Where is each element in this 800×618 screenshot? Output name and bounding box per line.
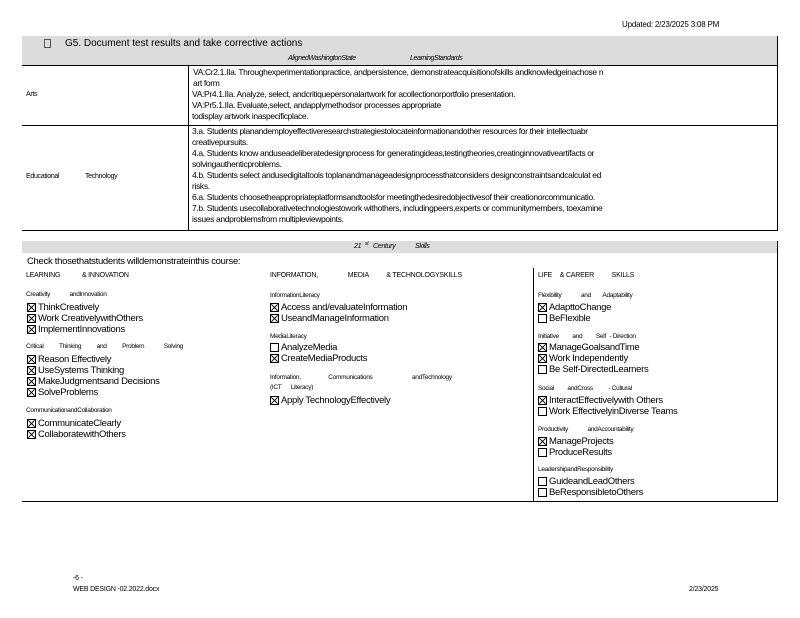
- checkbox-checked[interactable]: [538, 303, 547, 312]
- group-items-social: [538, 395, 678, 417]
- table-divider: [188, 65, 189, 230]
- group-items-productivity: [538, 436, 613, 458]
- goal-checkbox[interactable]: [44, 39, 51, 48]
- group-title-creativity: Creativity andInnovation: [26, 291, 107, 298]
- group-title-initiative: Initiative and Self - Direction: [538, 333, 636, 340]
- group-title-leadership: LeadershipandResponsibility: [538, 466, 614, 473]
- table-rule: [22, 230, 778, 231]
- table-border-right: [777, 36, 778, 230]
- checkbox-item[interactable]: BeFlexible: [538, 313, 611, 324]
- checkbox-checked[interactable]: [27, 388, 36, 397]
- checkbox-unchecked[interactable]: [538, 314, 547, 323]
- checkbox-item[interactable]: ProduceResults: [538, 447, 613, 458]
- footer-filename: WEB DESIGN -02.2022.docx: [73, 586, 160, 593]
- skills-header-skills: Skills: [415, 243, 430, 250]
- group-title-critical-thinking: Critical Thinking and Problem Solving: [26, 343, 183, 350]
- checkbox-checked[interactable]: [27, 419, 36, 428]
- checkbox-item[interactable]: Work EffectivelyinDiverse Teams: [538, 406, 678, 417]
- checkbox-item[interactable]: ThinkCreatively: [27, 302, 143, 313]
- checkbox-item[interactable]: CollaboratewithOthers: [27, 429, 126, 440]
- standard-line: 4.a. Students know anduseadeliberatedesignprocess for generatingideas,testingtheories,creatinginnovativeartifacts or: [192, 148, 595, 158]
- group-items-flexibility: [538, 302, 611, 324]
- checkbox-item[interactable]: ImplementInnovations: [27, 324, 143, 335]
- group-title-communication: CommunicationandCollaboration: [26, 407, 112, 414]
- group-items-creativity: [27, 302, 143, 335]
- group-title-information-literacy: InformationLiteracy: [270, 292, 320, 299]
- checkbox-checked[interactable]: [27, 325, 36, 334]
- checkbox-item[interactable]: AnalyzeMedia: [270, 342, 367, 353]
- standard-line: VA:Pr4.1.IIa. Analyze, select, andcritiquepersonalartwork for acollectionorportfolio presentation.: [192, 89, 516, 99]
- checkbox-unchecked[interactable]: [538, 448, 547, 457]
- updated-timestamp: Updated: 2/23/2025 3:08 PM: [622, 20, 720, 29]
- checkbox-checked[interactable]: [27, 303, 36, 312]
- checkbox-item[interactable]: MakeJudgmentsand Decisions: [27, 376, 160, 387]
- checkbox-checked[interactable]: [538, 354, 547, 363]
- skills-divider: [533, 268, 534, 502]
- group-title-social: Social andCross - Cultural: [538, 385, 632, 392]
- table-rule: [22, 65, 778, 66]
- checkbox-item[interactable]: ManageGoalsandTime: [538, 342, 648, 353]
- skills-header-21: 21: [354, 243, 362, 250]
- checkbox-unchecked[interactable]: [538, 407, 547, 416]
- standards-header-left: AlignedWashingtonState: [288, 55, 356, 62]
- group-items-leadership: [538, 476, 643, 498]
- checkbox-item[interactable]: BeResponsibletoOthers: [538, 487, 643, 498]
- checkbox-checked[interactable]: [538, 437, 547, 446]
- standard-line: todisplay artwork inaspecificplace.: [192, 111, 309, 121]
- group-items-media-literacy: [270, 342, 367, 364]
- group-items-critical-thinking: [27, 354, 160, 398]
- skills-header-st: st: [365, 241, 369, 247]
- checkbox-item[interactable]: InteractEffectivelywith Others: [538, 395, 678, 406]
- checkbox-item[interactable]: CommunicateClearly: [27, 418, 126, 429]
- checkbox-item[interactable]: ManageProjects: [538, 436, 613, 447]
- standard-line: solvingauthenticproblems.: [192, 159, 282, 169]
- checkbox-unchecked[interactable]: [538, 477, 547, 486]
- standard-line: issues andproblemsfrom multipleviewpoints.: [192, 214, 344, 224]
- standard-line: art form: [193, 78, 220, 88]
- checkbox-checked[interactable]: [27, 314, 36, 323]
- standard-line: 3.a. Students planandemployeffectiveresearchstrategiestolocateinformationandother resources for their intellectuabr: [192, 126, 588, 136]
- checkbox-item[interactable]: Reason Effectively: [27, 354, 160, 365]
- standard-label-edtech: Educational Technology: [26, 173, 118, 180]
- checkbox-checked[interactable]: [270, 303, 279, 312]
- checkbox-checked[interactable]: [27, 377, 36, 386]
- checkbox-item[interactable]: Work Independently: [538, 353, 648, 364]
- group-items-communication: [27, 418, 126, 440]
- standard-line: VA:Pr5.1.IIa. Evaluate,select, andapplymethodsor processes appropriate: [192, 100, 441, 110]
- checkbox-checked[interactable]: [270, 354, 279, 363]
- standard-label-arts: Arts: [26, 91, 38, 98]
- column-heading-life: LIFE & CAREER SKILLS: [538, 272, 635, 279]
- group-title-flexibility: Flexibility and Adaptability: [538, 292, 633, 299]
- standards-header-right: LearningStandards: [410, 55, 463, 62]
- standard-line: creativepursuits.: [192, 137, 248, 147]
- skills-border-right: [777, 241, 778, 502]
- checkbox-item[interactable]: SolveProblems: [27, 387, 160, 398]
- footer-date: 2/23/2025: [689, 586, 719, 593]
- checkbox-item[interactable]: UseSystems Thinking: [27, 365, 160, 376]
- checkbox-item[interactable]: GuideandLeadOthers: [538, 476, 643, 487]
- checkbox-checked[interactable]: [27, 355, 36, 364]
- checkbox-item[interactable]: UseandManageInformation: [270, 313, 407, 324]
- checkbox-item[interactable]: Access and/evaluateInformation: [270, 302, 407, 313]
- checkbox-item[interactable]: Be Self-DirectedLearners: [538, 364, 648, 375]
- skills-header: [22, 241, 778, 253]
- standards-header: [22, 54, 778, 65]
- checkbox-item[interactable]: Work CreativelywithOthers: [27, 313, 143, 324]
- group-items-information-literacy: [270, 302, 407, 324]
- column-heading-learning: LEARNING & INNOVATION: [26, 272, 129, 279]
- checkbox-checked[interactable]: [270, 396, 279, 405]
- checkbox-checked[interactable]: [27, 366, 36, 375]
- checkbox-item[interactable]: AdapttoChange: [538, 302, 611, 313]
- group-items-ict-literacy: [270, 395, 390, 406]
- footer-page-number: -6 -: [73, 575, 83, 582]
- checkbox-checked[interactable]: [27, 430, 36, 439]
- checkbox-checked[interactable]: [538, 343, 547, 352]
- skills-header-century: Century: [373, 243, 396, 250]
- group-title-ict-literacy: Information, Communications andTechnology (ICT Literacy): [270, 374, 452, 391]
- checkbox-unchecked[interactable]: [538, 365, 547, 374]
- checkbox-unchecked[interactable]: [270, 343, 279, 352]
- standard-text-edtech: [192, 126, 772, 225]
- standard-line: 4.b. Students select andusedigitaltools toplanandmanageadesignprocessthatconsiders designconstraintsandcalculat ed: [192, 170, 602, 180]
- checkbox-item[interactable]: CreateMediaProducts: [270, 353, 367, 364]
- group-title-media-literacy: MediaLiteracy: [270, 333, 307, 340]
- goal-text: G5. Document test results and take corrective actions: [65, 38, 303, 49]
- checkbox-checked[interactable]: [270, 314, 279, 323]
- column-heading-information: INFORMATION, MEDIA & TECHNOLOGYSKILLS: [270, 272, 462, 279]
- check-instruction: Check thosethatstudents willdemonstrateinthis course:: [27, 256, 241, 267]
- skills-bottom-rule: [22, 501, 778, 502]
- group-title-productivity: Productivity andAccountability: [538, 426, 634, 433]
- standard-line: 6.a. Students choosetheappropriateplatformsandtoolsfor meetingthedesiredobjectivesof their creationorcommunicatio.: [192, 192, 595, 202]
- checkbox-checked[interactable]: [538, 396, 547, 405]
- group-items-initiative: [538, 342, 648, 375]
- standard-line: 7.b. Students usecollaborativetechnologiestowork withothers, includingpeers,experts or communitymembers, toexamine: [192, 203, 603, 213]
- standard-line: risks.: [192, 181, 210, 191]
- standard-line: VA:Cr2.1.IIa. Throughexperimentationpractice, andpersistence, demonstrateacquisitionofskills andknowledgeinachose n: [193, 67, 604, 77]
- standard-text-arts: [192, 67, 772, 122]
- checkbox-item[interactable]: Apply TechnologyEffectively: [270, 395, 390, 406]
- checkbox-unchecked[interactable]: [538, 488, 547, 497]
